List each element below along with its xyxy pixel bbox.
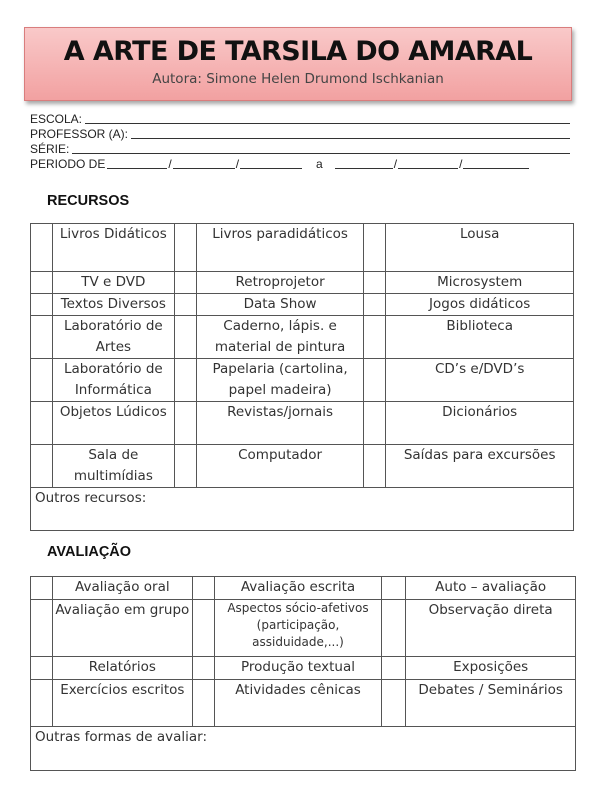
checkbox-cell[interactable] xyxy=(382,600,406,657)
professor-line[interactable] xyxy=(30,126,570,141)
resource-item: Sala de multimídias xyxy=(52,445,174,488)
resource-item: Laboratório de Informática xyxy=(52,359,174,402)
checkbox-cell[interactable] xyxy=(364,445,386,488)
recursos-heading: RECURSOS xyxy=(47,193,130,209)
resource-item: Livros paradidáticos xyxy=(196,224,364,272)
resource-item: Textos Diversos xyxy=(52,294,174,316)
checkbox-cell[interactable] xyxy=(31,680,53,727)
checkbox-cell[interactable] xyxy=(31,657,53,680)
other-resources-field[interactable]: Outros recursos: xyxy=(31,488,574,531)
checkbox-cell[interactable] xyxy=(31,445,53,488)
resource-item: Dicionários xyxy=(386,402,574,445)
resource-item: Data Show xyxy=(196,294,364,316)
checkbox-cell[interactable] xyxy=(31,316,53,359)
checkbox-cell[interactable] xyxy=(31,359,53,402)
checkbox-cell[interactable] xyxy=(174,402,196,445)
checkbox-cell[interactable] xyxy=(31,294,53,316)
checkbox-cell[interactable] xyxy=(174,294,196,316)
resource-item: Objetos Lúdicos xyxy=(52,402,174,445)
periodo-end-month[interactable] xyxy=(398,158,458,169)
date-slash: / xyxy=(393,157,398,171)
evaluation-item: Debates / Seminários xyxy=(406,680,576,727)
recursos-table xyxy=(30,223,574,531)
checkbox-cell[interactable] xyxy=(174,359,196,402)
resource-item: Microsystem xyxy=(386,272,574,294)
checkbox-cell[interactable] xyxy=(192,657,214,680)
evaluation-item: Exposições xyxy=(406,657,576,680)
resource-item: Papelaria (cartolina, papel madeira) xyxy=(196,359,364,402)
checkbox-cell[interactable] xyxy=(174,224,196,272)
checkbox-cell[interactable] xyxy=(364,224,386,272)
periodo-end-day[interactable] xyxy=(335,158,393,169)
checkbox-cell[interactable] xyxy=(192,577,214,600)
table-row xyxy=(31,577,576,600)
evaluation-item: Avaliação escrita xyxy=(214,577,382,600)
checkbox-cell[interactable] xyxy=(174,445,196,488)
escola-line[interactable] xyxy=(30,111,570,126)
resource-item: Retroprojetor xyxy=(196,272,364,294)
resource-item: TV e DVD xyxy=(52,272,174,294)
evaluation-item: Avaliação em grupo xyxy=(52,600,192,657)
checkbox-cell[interactable] xyxy=(31,272,53,294)
resource-item: Biblioteca xyxy=(386,316,574,359)
escola-blank[interactable] xyxy=(85,113,570,124)
evaluation-item: Avaliação oral xyxy=(52,577,192,600)
table-row xyxy=(31,224,574,272)
evaluation-item: Observação direta xyxy=(406,600,576,657)
evaluation-item: Produção textual xyxy=(214,657,382,680)
date-slash: / xyxy=(168,157,172,171)
table-row xyxy=(31,294,574,316)
date-slash: / xyxy=(459,157,463,171)
resource-item: Lousa xyxy=(386,224,574,272)
periodo-start-day[interactable] xyxy=(107,158,167,169)
checkbox-cell[interactable] xyxy=(364,316,386,359)
checkbox-cell[interactable] xyxy=(31,600,53,657)
other-evaluation-field[interactable]: Outras formas de avaliar: xyxy=(31,727,576,771)
checkbox-cell[interactable] xyxy=(382,577,406,600)
checkbox-cell[interactable] xyxy=(31,402,53,445)
escola-label: ESCOLA: xyxy=(30,112,83,126)
checkbox-cell[interactable] xyxy=(364,272,386,294)
resource-item: Saídas para excursões xyxy=(386,445,574,488)
serie-blank[interactable] xyxy=(72,143,570,154)
author-line: Autora: Simone Helen Drumond Ischkanian xyxy=(152,71,444,87)
serie-label: SÉRIE: xyxy=(30,142,70,156)
table-row xyxy=(31,657,576,680)
checkbox-cell[interactable] xyxy=(192,600,214,657)
table-row xyxy=(31,316,574,359)
checkbox-cell[interactable] xyxy=(31,224,53,272)
evaluation-item: Aspectos sócio-afetivos (participação, assiduidade,...) xyxy=(214,600,382,657)
table-row xyxy=(31,600,576,657)
title-banner xyxy=(24,27,572,101)
checkbox-cell[interactable] xyxy=(382,680,406,727)
periodo-a: a xyxy=(316,157,323,171)
checkbox-cell[interactable] xyxy=(31,577,53,600)
periodo-label: PERIODO DE xyxy=(30,157,106,171)
checkbox-cell[interactable] xyxy=(364,359,386,402)
table-row xyxy=(31,488,574,531)
resource-item: Caderno, lápis. e material de pintura xyxy=(196,316,364,359)
periodo-start-year[interactable] xyxy=(240,158,302,169)
professor-blank[interactable] xyxy=(131,128,570,139)
resource-item: Revistas/jornais xyxy=(196,402,364,445)
resource-item: CD’s e/DVD’s xyxy=(386,359,574,402)
page-title: A ARTE DE TARSILA DO AMARAL xyxy=(63,36,533,67)
resource-item: Computador xyxy=(196,445,364,488)
identification-form xyxy=(30,111,570,171)
professor-label: PROFESSOR (A): xyxy=(30,127,129,141)
evaluation-item: Exercícios escritos xyxy=(52,680,192,727)
table-row xyxy=(31,402,574,445)
resource-item: Livros Didáticos xyxy=(52,224,174,272)
table-row xyxy=(31,445,574,488)
avaliacao-table xyxy=(30,576,576,771)
table-row xyxy=(31,727,576,771)
checkbox-cell[interactable] xyxy=(364,402,386,445)
date-slash: / xyxy=(235,157,240,171)
table-row xyxy=(31,272,574,294)
serie-line[interactable] xyxy=(30,141,570,156)
checkbox-cell[interactable] xyxy=(382,657,406,680)
table-row xyxy=(31,359,574,402)
avaliacao-heading: AVALIAÇÃO xyxy=(47,544,132,560)
evaluation-item: Relatórios xyxy=(52,657,192,680)
resource-item: Jogos didáticos xyxy=(386,294,574,316)
checkbox-cell[interactable] xyxy=(192,680,214,727)
evaluation-item: Auto – avaliação xyxy=(406,577,576,600)
periodo-start-month[interactable] xyxy=(173,158,235,169)
checkbox-cell[interactable] xyxy=(174,272,196,294)
evaluation-item: Atividades cênicas xyxy=(214,680,382,727)
table-row xyxy=(31,680,576,727)
periodo-end-year[interactable] xyxy=(463,158,529,169)
checkbox-cell[interactable] xyxy=(364,294,386,316)
resource-item: Laboratório de Artes xyxy=(52,316,174,359)
periodo-line[interactable] xyxy=(30,156,570,171)
checkbox-cell[interactable] xyxy=(174,316,196,359)
